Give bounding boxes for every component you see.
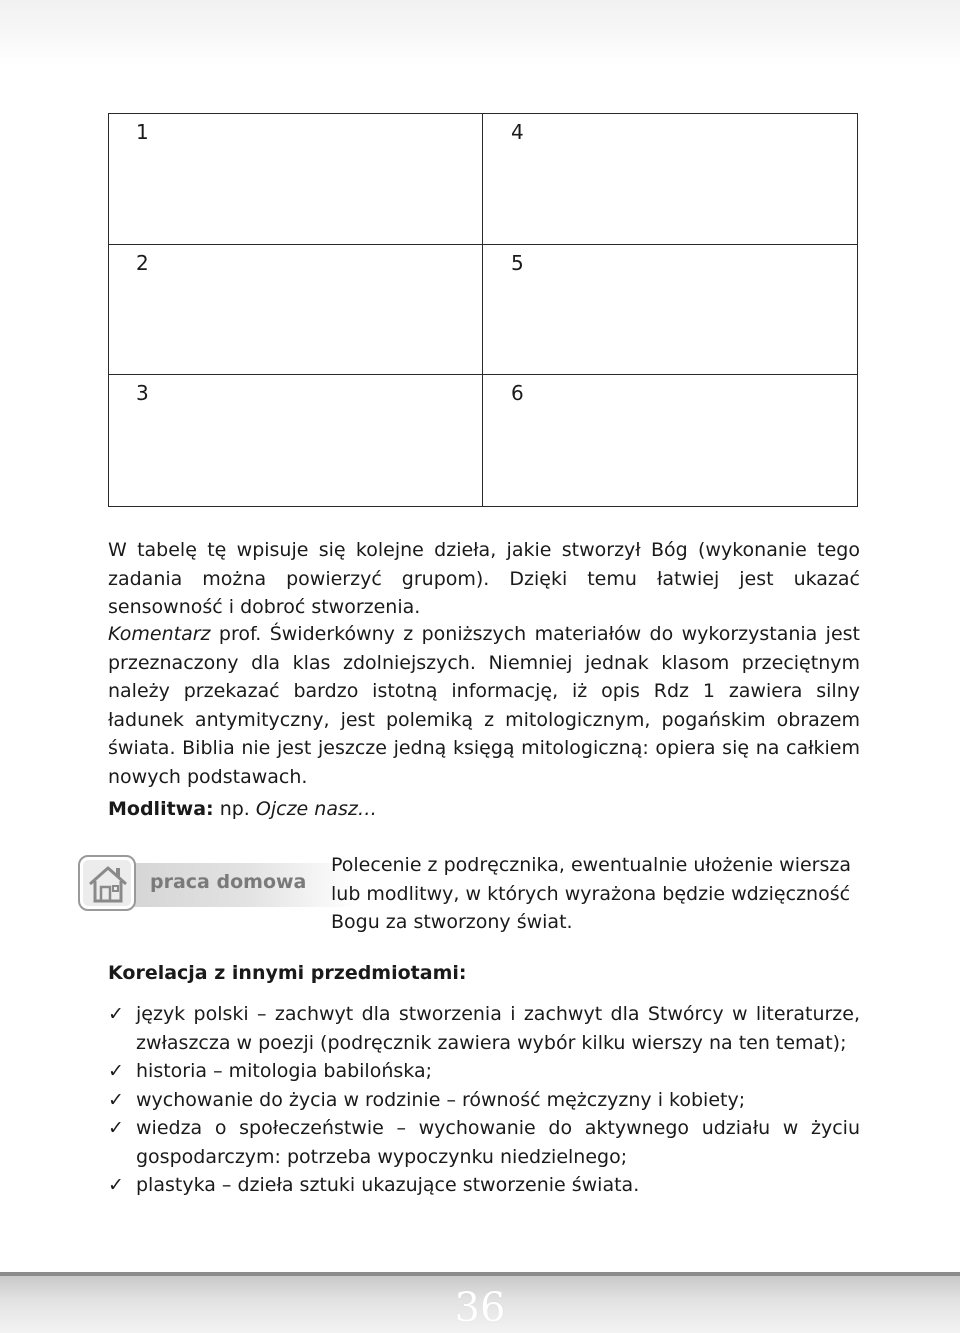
list-item bbox=[108, 1086, 860, 1115]
correlation-list bbox=[108, 1000, 860, 1200]
list-item-text: wychowanie do życia w rodzinie – równość mężczyzny i kobiety; bbox=[136, 1088, 746, 1111]
table-cell[interactable] bbox=[483, 375, 857, 506]
commentary-paragraph bbox=[108, 620, 860, 791]
cell-number: 3 bbox=[136, 381, 149, 406]
list-item-text: historia – mitologia babilońska; bbox=[136, 1060, 432, 1082]
checkmark-icon: ✓ bbox=[108, 1060, 124, 1082]
prayer-label: Modlitwa: bbox=[108, 798, 214, 820]
cell-number: 1 bbox=[136, 120, 149, 144]
list-item bbox=[108, 1114, 860, 1171]
checkmark-icon: ✓ bbox=[108, 1088, 124, 1111]
list-item bbox=[108, 1171, 860, 1200]
footer-divider bbox=[0, 1272, 960, 1276]
list-item-text: plastyka – dzieła sztuki ukazujące stworzenie świata. bbox=[136, 1174, 640, 1196]
house-icon bbox=[78, 855, 136, 911]
table-cell[interactable] bbox=[483, 245, 857, 376]
commentary-text: prof. Świderkówny z poniższych materiałów do wykorzystania jest przeznaczony dla klas zdolniejszych. Niemniej jednak klasom przeciętnym należy przekazać bardzo istotną informację, iż opis Rdz 1 zawiera silny ładunek antymityczny, jest polemiką z mitologicznym, pogańskim obrazem świata. Biblia nie jest jeszcze jedną księgą mitologiczną: opiera się na całkiem nowych podstawach. bbox=[108, 623, 860, 788]
cell-number: 4 bbox=[511, 120, 524, 144]
cell-number: 2 bbox=[136, 250, 149, 275]
list-item-text: język polski – zachwyt dla stworzenia i zachwyt dla Stwórcy w literaturze, zwłaszcza w poezji (podręcznik zawiera wybór kilku wierszy na ten temat); bbox=[136, 1003, 860, 1054]
table-cell[interactable] bbox=[483, 114, 857, 245]
prayer-line bbox=[108, 795, 377, 823]
prayer-np: np. bbox=[213, 798, 256, 820]
list-item bbox=[108, 1000, 860, 1057]
homework-label: praca domowa bbox=[150, 871, 307, 893]
list-item bbox=[108, 1057, 860, 1086]
table-cell[interactable] bbox=[109, 114, 483, 245]
commentary-label: Komentarz bbox=[108, 623, 211, 645]
page-number: 36 bbox=[454, 1285, 506, 1331]
top-band bbox=[0, 0, 960, 66]
prayer-text: Ojcze nasz… bbox=[255, 798, 377, 820]
checkmark-icon: ✓ bbox=[108, 1117, 124, 1139]
checkmark-icon: ✓ bbox=[108, 1174, 124, 1196]
list-item-text: wiedza o społeczeństwie – wychowanie do aktywnego udziału w życiu gospodarczym: potrzeba wypoczynku niedzielnego; bbox=[136, 1117, 860, 1168]
table-cell[interactable] bbox=[109, 375, 483, 506]
checkmark-icon: ✓ bbox=[108, 1003, 124, 1025]
table-cell[interactable] bbox=[109, 245, 483, 376]
homework-text: Polecenie z podręcznika, ewentualnie ułożenie wiersza lub modlitwy, w których wyrażona będzie wdzięczność Bogu za stworzony świat. bbox=[331, 854, 851, 933]
instruction-paragraph: W tabelę tę wpisuje się kolejne dzieła, jakie stworzył Bóg (wykonanie tego zadania można powierzyć grupom). Dzięki temu łatwiej jest ukazać sensowność i dobroć stworzenia. bbox=[108, 539, 860, 618]
homework-badge bbox=[78, 855, 318, 913]
cell-number: 5 bbox=[511, 250, 524, 275]
works-table bbox=[108, 113, 858, 507]
correlation-title: Korelacja z innymi przedmiotami: bbox=[108, 962, 467, 984]
cell-number: 6 bbox=[511, 381, 524, 406]
